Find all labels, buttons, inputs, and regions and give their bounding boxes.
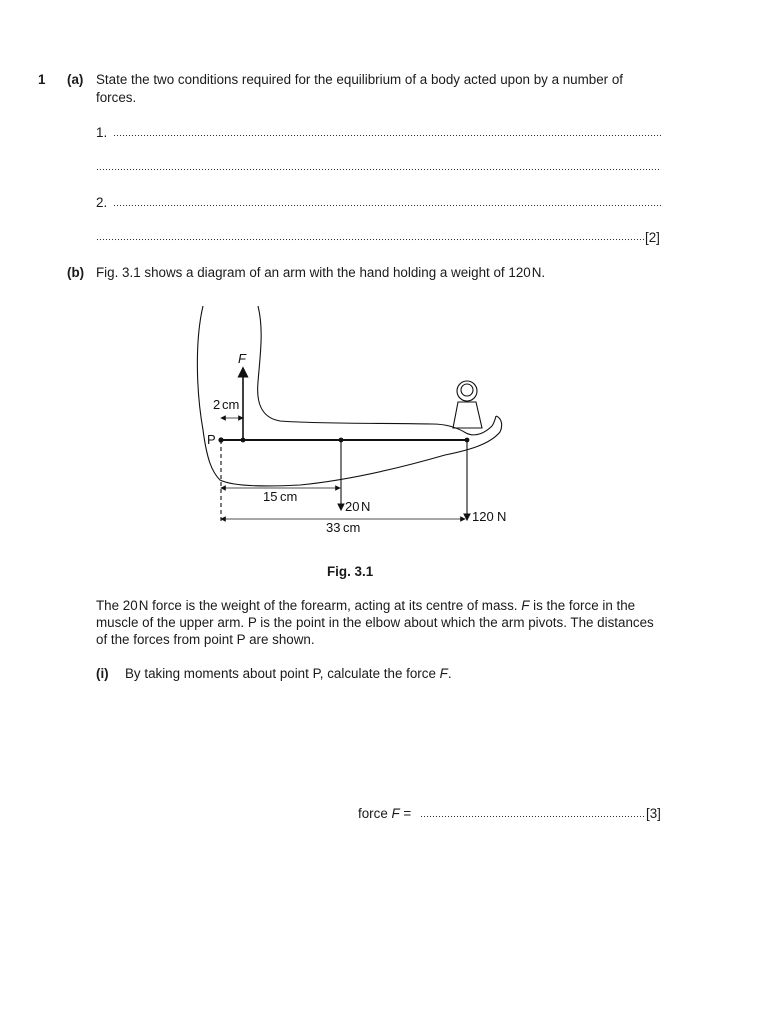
label-33cm-unit: cm — [343, 520, 361, 535]
label-P: P — [207, 432, 216, 447]
part-b-intro-text: Fig. 3.1 shows a diagram of an arm with the hand holding a weight of 120 — [96, 265, 531, 280]
description-line-2: muscle of the upper arm. P is the point in the elbow about which the arm pivots. The distances — [96, 615, 654, 630]
label-F: F — [238, 351, 246, 366]
answer-1-label: 1. — [96, 125, 108, 140]
part-a-question-line1: State the two conditions required for the equilibrium of a body acted upon by a number of — [96, 72, 624, 87]
part-b-label: (b) — [67, 265, 85, 280]
label-15cm-value: 15 — [263, 489, 278, 504]
part-i-label: (i) — [96, 666, 109, 681]
force-answer-label: force F = — [358, 806, 412, 821]
question-number: 1 — [38, 72, 46, 87]
part-a-label: (a) — [67, 72, 84, 87]
answer-2-label: 2. — [96, 195, 108, 210]
label-33cm-value: 33 — [326, 520, 341, 535]
label-2cm-value: 2 — [213, 397, 221, 412]
part-a-marks: [2] — [645, 230, 660, 245]
label-20N-value: 20 — [345, 499, 360, 514]
weight-ring-inner — [461, 384, 473, 396]
figure-caption: Fig. 3.1 — [327, 564, 374, 579]
description-line-1: The 20N force is the weight of the forearm, acting at its centre of mass. F is the force in the — [96, 598, 636, 613]
part-a-question-line2: forces. — [96, 90, 137, 105]
label-15cm-unit: cm — [280, 489, 298, 504]
description-line-3: of the forces from point P are shown. — [96, 632, 315, 647]
upper-arm-front-outline — [258, 306, 496, 435]
force-answer-line[interactable] — [420, 815, 646, 819]
figure-description — [96, 597, 666, 648]
part-i-question: By taking moments about point P, calculate the force F. — [125, 666, 452, 681]
label-20N-unit: N — [361, 499, 371, 514]
weight-body — [453, 402, 482, 428]
part-i-marks: [3] — [646, 806, 661, 821]
label-120N-value: 120 — [472, 509, 494, 524]
part-b-intro-unit: N. — [531, 265, 546, 280]
pivot-point — [218, 437, 223, 442]
label-2cm-unit: cm — [222, 397, 240, 412]
label-120N-unit: N — [497, 509, 507, 524]
